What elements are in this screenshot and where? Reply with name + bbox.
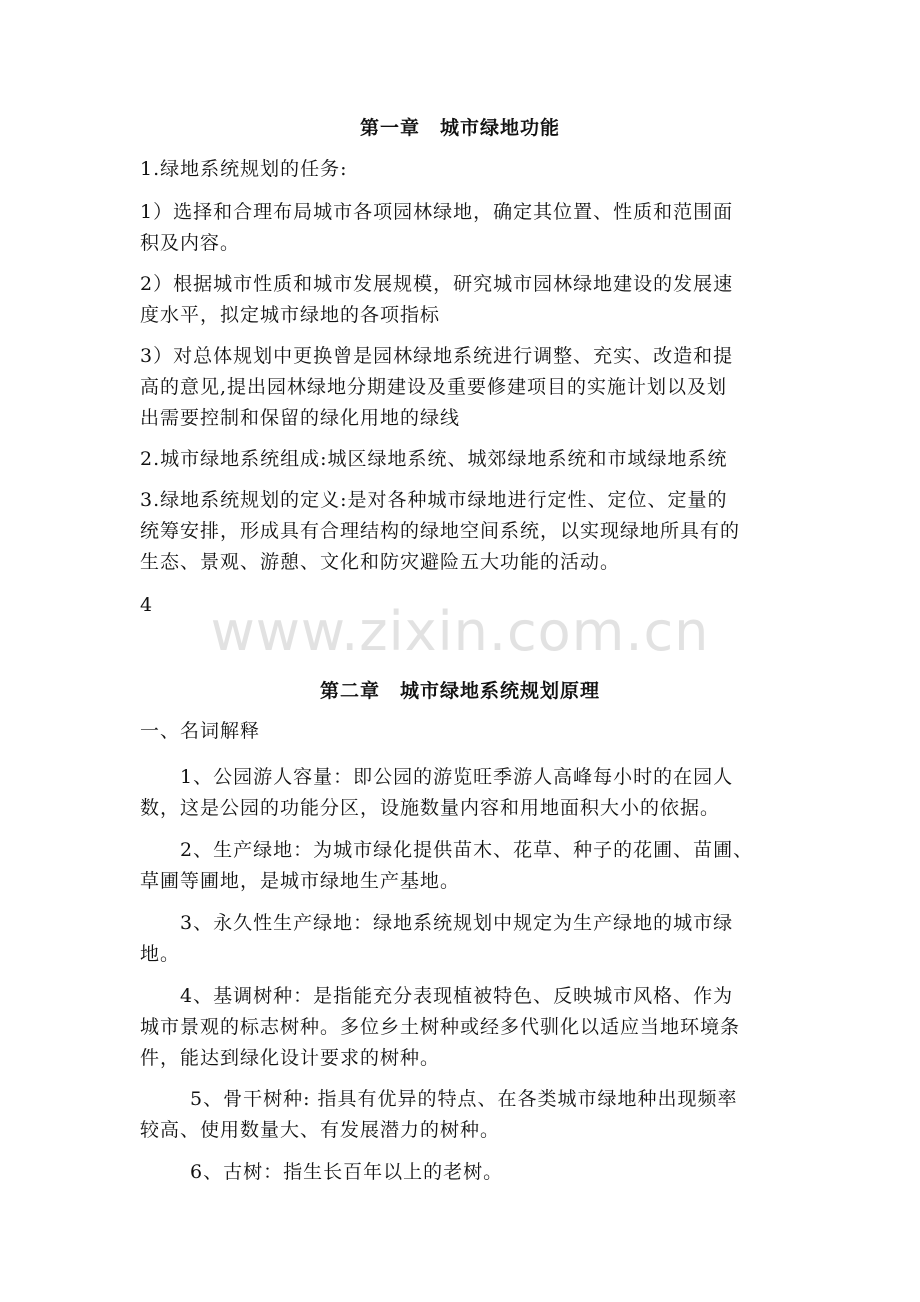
term-2-line-1: 2、生产绿地：为城市绿化提供苗木、花草、种子的花圃、苗圃、 [180, 839, 754, 861]
term-4-line-2: 城市景观的标志树种。多位乡土树种或经多代驯化以适应当地环境条 [140, 1016, 741, 1038]
term-2-line-2: 草圃等圃地，是城市绿地生产基地。 [140, 870, 461, 892]
term-6-line-1: 6、古树：指生长百年以上的老树。 [190, 1161, 504, 1183]
term-1-line-2: 数，这是公园的功能分区，设施数量内容和用地面积大小的依据。 [140, 797, 721, 819]
paragraph-2-line-2: 度水平，拟定城市绿地的各项指标 [140, 304, 441, 326]
paragraph-2-line-1: 2）根据城市性质和城市发展规模，研究城市园林绿地建设的发展速 [140, 273, 734, 295]
paragraph-1-line-2: 积及内容。 [140, 232, 241, 254]
paragraph-3-line-2: 高的意见,提出园林绿地分期建设及重要修建项目的实施计划以及划 [140, 376, 728, 398]
definition-line-2: 统筹安排，形成具有合理结构的绿地空间系统，以实现绿地所具有的 [140, 520, 741, 542]
section-heading: 一、名词解释 [140, 720, 261, 742]
definition-line-1: 3.绿地系统规划的定义:是对各种城市绿地进行定性、定位、定量的 [140, 489, 728, 511]
paragraph-3-line-3: 出需要控制和保留的绿化用地的绿线 [140, 407, 461, 429]
page-marker: 4 [140, 594, 154, 616]
definition-line-3: 生态、景观、游憩、文化和防灾避险五大功能的活动。 [140, 551, 621, 573]
chapter-2-title: 第二章 城市绿地系统规划原理 [319, 680, 600, 702]
term-4-line-1: 4、基调树种：是指能充分表现植被特色、反映城市风格、作为 [180, 985, 734, 1007]
paragraph-1-line-1: 1）选择和合理布局城市各项园林绿地，确定其位置、性质和范围面 [140, 201, 734, 223]
watermark: www.zixin.com.cn [210, 600, 710, 663]
term-4-line-3: 件，能达到绿化设计要求的树种。 [140, 1047, 441, 1069]
paragraph-3-line-1: 3）对总体规划中更换曾是园林绿地系统进行调整、充实、改造和提 [140, 345, 734, 367]
chapter-1-title: 第一章 城市绿地功能 [359, 117, 560, 139]
term-1-line-1: 1、公园游人容量：即公园的游览旺季游人高峰每小时的在园人 [180, 766, 734, 788]
term-5-line-1: 5、骨干树种: 指具有优异的特点、在各类城市绿地种出现频率 [190, 1088, 738, 1110]
term-3-line-2: 地。 [140, 943, 181, 965]
term-3-line-1: 3、永久性生产绿地：绿地系统规划中规定为生产绿地的城市绿 [180, 912, 734, 934]
heading-1: 1.绿地系统规划的任务: [140, 158, 348, 180]
heading-2: 2.城市绿地系统组成:城区绿地系统、城郊绿地系统和市域绿地系统 [140, 448, 728, 470]
term-5-line-2: 较高、使用数量大、有发展潜力的树种。 [140, 1119, 501, 1141]
